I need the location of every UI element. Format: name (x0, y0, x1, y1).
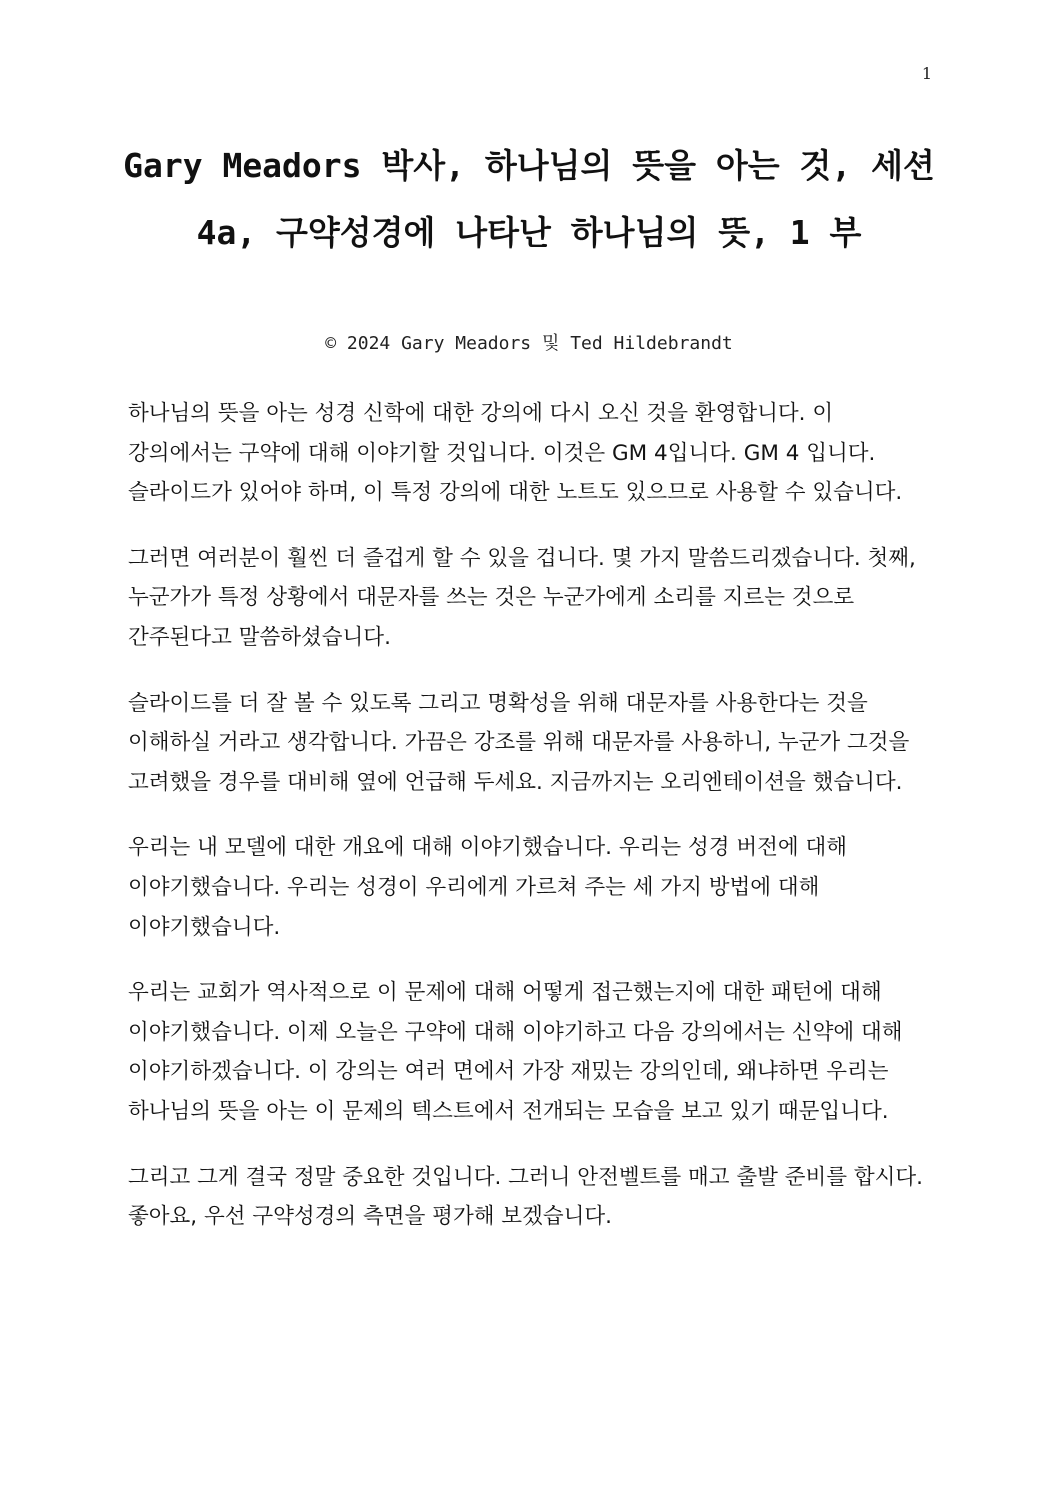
copyright-line: © 2024 Gary Meadors 및 Ted Hildebrandt (325, 333, 733, 354)
page-number: 1 (921, 64, 932, 83)
paragraph: 우리는 내 모델에 대한 개요에 대해 이야기했습니다. 우리는 성경 버전에 대해 이야기했습니다. 우리는 성경이 우리에게 가르쳐 주는 세 가지 방법에 대해 이야기했습니다. (128, 835, 848, 940)
document-title: Gary Meadors 박사, 하나님의 뜻을 아는 것, 세션 4a, 구약성경에 나타난 하나님의 뜻, 1 부 (123, 146, 935, 252)
paragraph: 우리는 교회가 역사적으로 이 문제에 대해 어떻게 접근했는지에 대한 패턴에 대해 이야기했습니다. 이제 오늘은 구약에 대해 이야기하고 다음 강의에서는 신약에 대해 이야기하겠습니다. 이 강의는 여러 면에서 가장 재밌는 강의인데, 왜냐하면 우리는 하나님의 뜻을 아는 이 문제의 텍스트에서 전개되는 모습을 보고 있기 때문입니다. (128, 980, 903, 1124)
paragraph: 하나님의 뜻을 아는 성경 신학에 대한 강의에 다시 오신 것을 환영합니다. 이 강의에서는 구약에 대해 이야기할 것입니다. 이것은 GM 4입니다. GM 4 입니다. 슬라이드가 있어야 하며, 이 특정 강의에 대한 노트도 있으므로 사용할 수 있습니다. (128, 401, 903, 506)
transcript-body (128, 394, 928, 1263)
paragraph: 슬라이드를 더 잘 볼 수 있도록 그리고 명확성을 위해 대문자를 사용한다는 것을 이해하실 거라고 생각합니다. 가끔은 강조를 위해 대문자를 사용하니, 누군가 그것을 고려했을 경우를 대비해 옆에 언급해 두세요. 지금까지는 오리엔테이션을 했습니다. (128, 690, 910, 795)
paragraph: 그러면 여러분이 훨씬 더 즐겁게 할 수 있을 겁니다. 몇 가지 말씀드리겠습니다. 첫째, 누군가가 특정 상황에서 대문자를 쓰는 것은 누군가에게 소리를 지르는 것으로 간주된다고 말씀하셨습니다. (128, 545, 916, 650)
paragraph: 그리고 그게 결국 정말 중요한 것입니다. 그러니 안전벨트를 매고 출발 준비를 합시다. 좋아요, 우선 구약성경의 측면을 평가해 보겠습니다. (128, 1164, 923, 1230)
